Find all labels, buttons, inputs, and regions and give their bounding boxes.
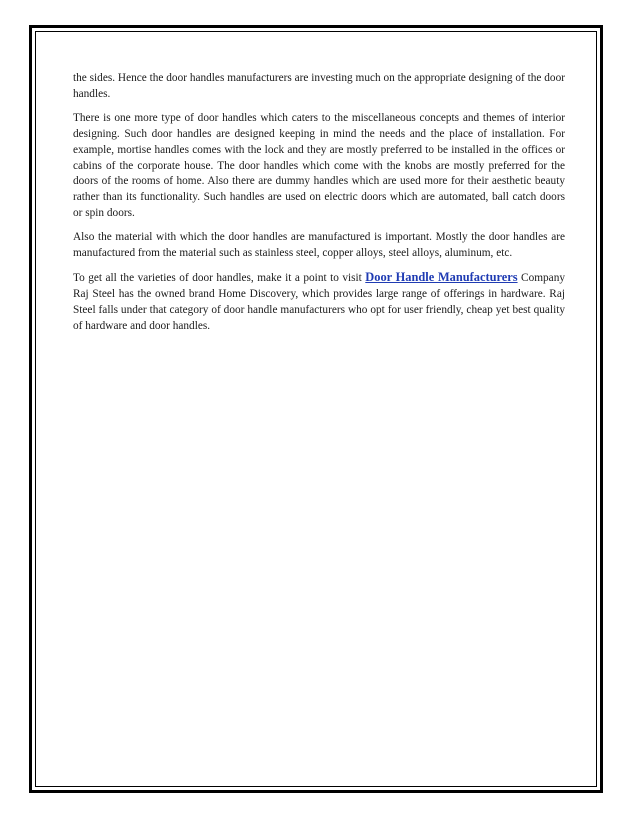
paragraph-3: Also the material with which the door handles are manufactured is important. Mostly the door handles are manufactured from the material such as stainless steel, copper alloys, steel alloys, aluminum, etc. [73,231,565,260]
paragraph-2: There is one more type of door handles which caters to the miscellaneous concepts and themes of interior designing. Such door handles are designed keeping in mind the needs and the place of installation. For example, mortise handles comes with the lock and they are mostly preferred to be installed in the offices or cabins of the corporate house. The door handles which come with the knobs are mostly preferred for the doors of the rooms of home. Also there are dummy handles which are used more for their aesthetic beauty rather than its functionality. Such handles are used on electric doors which are automated, ball catch doors or spin doors. [73,111,565,220]
paragraph-4-intro: To get all the varieties of door handles, make it a point to visit [73,271,366,284]
paragraph-1: the sides. Hence the door handles manufacturers are investing much on the appropriate designing of the door handles. [73,72,565,100]
door-handle-manufacturers-link[interactable]: Door Handle Manufacturers [365,269,518,284]
paragraph-4-rest: Company Raj Steel has the owned brand Home Discovery, which provides large range of offerings in hardware. Raj Steel falls under that category of door handle manufacturers who opt for user friendly, cheap yet best quality of hardware and door handles. [73,271,565,332]
paragraph-4 [73,270,565,335]
document-body [73,71,565,343]
